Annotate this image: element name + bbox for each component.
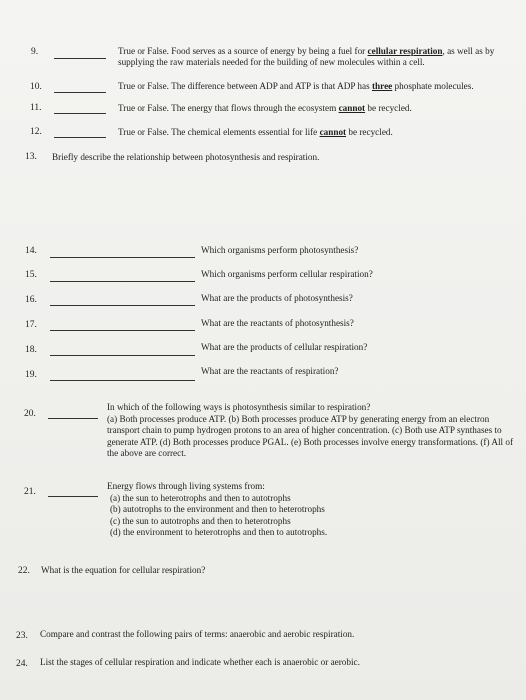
answer-blank-11[interactable] bbox=[54, 113, 106, 114]
answer-blank-10[interactable] bbox=[54, 92, 106, 93]
answer-blank-17[interactable] bbox=[50, 330, 195, 331]
question-14-text: Which organisms perform photosynthesis? bbox=[201, 245, 359, 255]
choice-c: (c) the sun to autotrophs and then to heterotrophs bbox=[110, 515, 291, 526]
question-16-text: What are the products of photosynthesis? bbox=[201, 293, 353, 303]
question-21-text bbox=[107, 481, 521, 539]
question-number: 10. bbox=[30, 82, 42, 92]
question-23-text: Compare and contrast the following pairs of terms: anaerobic and aerobic respiration. bbox=[40, 629, 355, 639]
question-11-text: True or False. The energy that flows through the ecosystem cannot be recycled. bbox=[118, 103, 412, 113]
question-24-text: List the stages of cellular respiration and indicate whether each is anaerobic or aerobic. bbox=[40, 657, 360, 667]
question-number: 12. bbox=[30, 127, 42, 137]
question-21-stem: Energy flows through living systems from: bbox=[107, 481, 265, 491]
question-number: 13. bbox=[25, 152, 37, 162]
question-20-text bbox=[107, 402, 521, 460]
question-number: 14. bbox=[25, 246, 37, 256]
question-10-text: True or False. The difference between ADP and ATP is that ADP has three phosphate molecules. bbox=[118, 81, 474, 91]
answer-blank-18[interactable] bbox=[50, 355, 195, 356]
answer-blank-12[interactable] bbox=[54, 137, 106, 138]
question-13-text: Briefly describe the relationship between photosynthesis and respiration. bbox=[52, 152, 320, 162]
question-9-text: True or False. Food serves as a source of energy by being a fuel for cellular respiration, as well as by supplying the raw materials needed for the building of new molecules within a cell. bbox=[118, 46, 495, 68]
choice-d: (d) the environment to heterotrophs and then to autotrophs. bbox=[110, 527, 328, 538]
answer-blank-20[interactable] bbox=[48, 418, 98, 419]
answer-blank-9[interactable] bbox=[54, 58, 106, 59]
question-20-stem: In which of the following ways is photosynthesis similar to respiration? bbox=[107, 402, 371, 412]
question-number: 19. bbox=[25, 370, 37, 380]
question-number: 20. bbox=[24, 409, 36, 419]
question-number: 17. bbox=[25, 320, 37, 330]
question-15-text: Which organisms perform cellular respiration? bbox=[201, 269, 373, 279]
answer-blank-15[interactable] bbox=[50, 281, 195, 282]
question-number: 18. bbox=[25, 345, 37, 355]
question-number: 24. bbox=[16, 659, 28, 669]
question-19-text: What are the reactants of respiration? bbox=[201, 366, 339, 376]
choice-a: (a) the sun to heterotrophs and then to autotrophs bbox=[110, 492, 291, 503]
question-number: 23. bbox=[16, 631, 28, 641]
question-number: 16. bbox=[25, 295, 37, 305]
question-number: 21. bbox=[24, 487, 36, 497]
question-number: 9. bbox=[31, 47, 39, 57]
choice-b: (b) autotrophs to the environment and then to heterotrophs bbox=[110, 504, 325, 515]
question-18-text: What are the products of cellular respiration? bbox=[201, 342, 368, 352]
question-20-choices: (a) Both processes produce ATP. (b) Both processes produce ATP by generating energy from an electron transport chain to pump hydrogen protons to an area of higher concentration. (c) Both use ATP synthases to generate ATP. (d) Both processes produce PGAL. (e) Both processes involve energy transformations. (f) All of the above are correct. bbox=[107, 413, 514, 459]
answer-blank-21[interactable] bbox=[48, 496, 98, 497]
question-number: 15. bbox=[25, 270, 37, 280]
answer-blank-16[interactable] bbox=[50, 305, 195, 306]
question-number: 22. bbox=[18, 566, 30, 576]
question-12-text: True or False. The chemical elements essential for life cannot be recycled. bbox=[118, 127, 393, 137]
answer-blank-14[interactable] bbox=[50, 257, 195, 258]
answer-blank-19[interactable] bbox=[50, 380, 195, 381]
question-number: 11. bbox=[30, 103, 42, 113]
question-17-text: What are the reactants of photosynthesis? bbox=[201, 318, 354, 328]
question-22-text: What is the equation for cellular respiration? bbox=[41, 565, 206, 575]
